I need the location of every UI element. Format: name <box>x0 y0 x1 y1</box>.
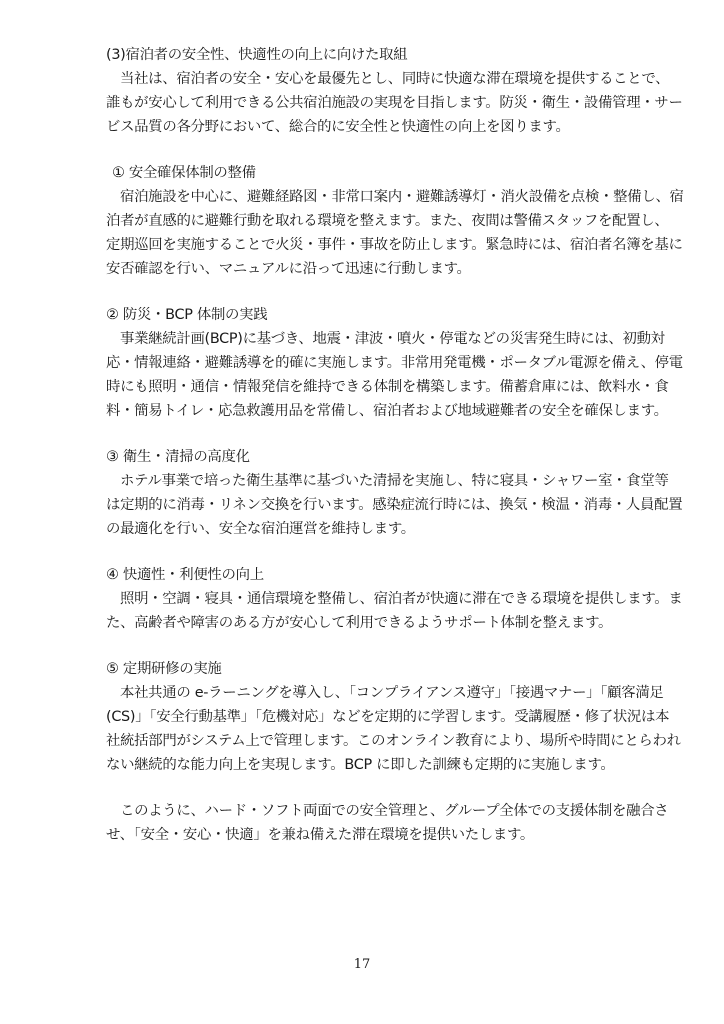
subsection-heading: ⑤ 定期研修の実施 <box>106 661 222 677</box>
subsection-safety <box>106 161 684 281</box>
subsection-heading: ④ 快適性・利便性の向上 <box>106 567 264 583</box>
paragraph-line: 宿泊施設を中心に、避難経路図・非常口案内・避難誘導灯・消火設備を点検・整備し、宿 <box>120 189 684 205</box>
paragraph-line: このように、ハード・ソフト両面での安全管理と、グループ全体での支援体制を融合さ <box>120 803 669 819</box>
paragraph-line: せ、「安全・安心・快適」を兼ね備えた滞在環境を提供いたします。 <box>106 827 535 843</box>
subsection-training <box>106 657 681 777</box>
paragraph-line: 安否確認を行い、マニュアルに沿って迅速に行動します。 <box>106 261 471 277</box>
paragraph-line: 社統括部門がシステム上で管理します。このオンライン教育により、場所や時間にとらわれ <box>106 733 681 749</box>
intro-line: ビス品質の各分野において、総合的に安全性と快適性の向上を図ります。 <box>106 119 570 135</box>
subsection-heading: ① 安全確保体制の整備 <box>112 165 256 181</box>
closing-paragraph <box>106 799 669 847</box>
paragraph-line: の最適化を行い、安全な宿泊運営を維持します。 <box>106 521 415 537</box>
paragraph-line: 泊者が直感的に避難行動を取れる環境を整えます。また、夜間は警備スタッフを配置し、 <box>106 213 669 229</box>
paragraph-line: 事業継続計画(BCP)に基づき、地震・津波・噴火・停電などの災害発生時には、初動対 <box>120 331 665 347</box>
section-heading: (3)宿泊者の安全性、快適性の向上に向けた取組 <box>106 47 408 63</box>
paragraph-line: 時にも照明・通信・情報発信を維持できる体制を構築します。備蓄倉庫には、飲料水・食 <box>106 379 669 395</box>
subsection-heading: ③ 衛生・清掃の高度化 <box>106 449 250 465</box>
paragraph-line: 本社共通の e-ラーニングを導入し、「コンプライアンス遵守」「接遇マナー」「顧客満足 <box>120 685 664 701</box>
intro-line: 当社は、宿泊者の安全・安心を最優先とし、同時に快適な滞在環境を提供することで、 <box>120 71 670 87</box>
paragraph-line: ホテル事業で培った衛生基準に基づいた清掃を実施し、特に寝具・シャワー室・食堂等 <box>120 473 669 489</box>
intro-line: 誰もが安心して利用できる公共宿泊施設の実現を目指します。防災・衛生・設備管理・サー <box>106 95 683 111</box>
subsection-hygiene <box>106 445 683 541</box>
paragraph-line: 料・簡易トイレ・応急救護用品を常備し、宿泊者および地域避難者の安全を確保します。 <box>106 403 668 419</box>
paragraph-line: (CS)」「安全行動基準」「危機対応」などを定期的に学習します。受講履歴・修了状況は本 <box>106 709 670 725</box>
paragraph-line: た、高齢者や障害のある方が安心して利用できるようサポート体制を整えます。 <box>106 615 613 631</box>
subsection-comfort <box>106 563 683 635</box>
paragraph-line: 定期巡回を実施することで火災・事件・事故を防止します。緊急時には、宿泊者名簿を基に <box>106 237 683 253</box>
page-number: 17 <box>353 957 371 972</box>
paragraph-line: 照明・空調・寝具・通信環境を整備し、宿泊者が快適に滞在できる環境を提供します。ま <box>120 591 683 607</box>
paragraph-line: ない継続的な能力向上を実現します。BCP に即した訓練も定期的に実施します。 <box>106 757 615 773</box>
subsection-heading: ② 防災・BCP 体制の実践 <box>106 307 268 323</box>
paragraph-line: 応・情報連絡・避難誘導を的確に実施します。非常用発電機・ポータブル電源を備え、停電 <box>106 355 683 371</box>
subsection-bcp <box>106 303 683 423</box>
document-body <box>106 43 684 847</box>
paragraph-line: は定期的に消毒・リネン交換を行います。感染症流行時には、換気・検温・消毒・人員配置 <box>106 497 683 513</box>
